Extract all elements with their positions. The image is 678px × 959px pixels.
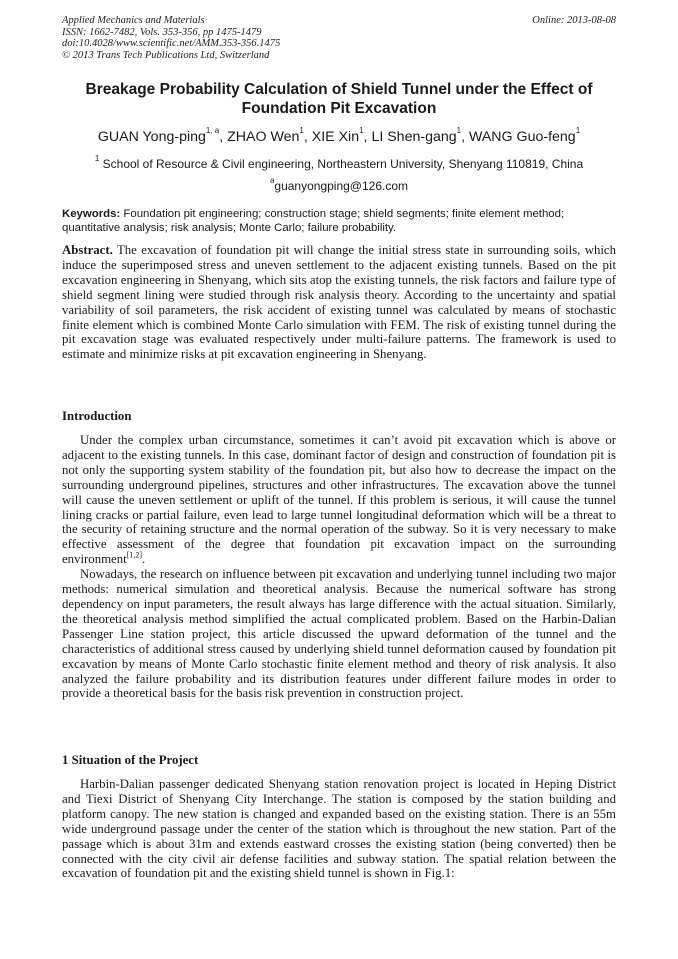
keywords-text: Foundation pit engineering; construction stage; shield segments; finite element method; quantitative analysis; risk analysis; Monte Carlo; failure probability. <box>62 208 565 235</box>
abstract-text: The excavation of foundation pit will change the initial stress state in surrounding soils, which induce the superimposed stress and uneven settlement to the adjacent existing tunnels. Based on the pit excavation engineering in Shenyang, which sits atop the existing tunnels, the risk factors and failure type of shield segment lining were studied through risk analysis theory. According to the uncertainty and spatial variability of soil parameters, the risk accident of existing tunnel was calculated by means of stochastic finite element which is combined Monte Carlo simulation with FEM. The risk of existing tunnel during the pit excavation stage was evaluated respectively under multi-failure patterns. The framework is used to estimate and minimize risks at pit excavation engineering in Shenyang. <box>62 243 617 362</box>
paper-title: Breakage Probability Calculation of Shield Tunnel under the Effect of Foundation Pit Excavation <box>85 81 593 117</box>
affiliation-text: School of Resource & Civil engineering, Northeastern University, Shenyang 110819, China <box>102 157 584 171</box>
author-sup: 1 <box>456 126 462 136</box>
intro-p1-text: Under the complex urban circumstance, sometimes it can’t avoid pit excavation which is above or adjacent to the existing tunnels. In this case, dominant factor of design and construction of foundation pit is not only the supporting system stability of the foundation pit, but also how to decrease the impact on the surrounding underground pipelines, structures and other infrastructures. The excavation above the tunnel will cause the uneven settlement or uplift of the tunnel. If this problem is serious, it will cause the tunnel lining cracks or partial failure, even lead to large tunnel longitudinal deformation which will be a threat to the security of retaining structure and the normal operation of the subway. So it is very necessary to make effective assessment of the degree that foundation pit excavation impact on the surrounding environment <box>62 433 616 567</box>
intro-p1-end: . <box>142 552 146 567</box>
introduction-paragraph-1 <box>62 433 616 567</box>
author-name: WANG Guo-feng <box>468 129 576 145</box>
section-1-paragraph-1: Harbin-Dalian passenger dedicated Shenyang station renovation project is located in Heping District and Tiexi District of Shenyang City Interchange. The station is composed by the station building and platform canopy. The new station is changed and expanded based on the existing station. There is an 55m wide underground passage under the center of the station which is throughout the new station. Part of the passage which is about 31m and extends eastward crosses the existing station (being converted) then be connected with the city civil air defense facilities and subway station. The spatial relation between the excavation of foundation pit and the existing shield tunnel is shown in Fig.1: <box>62 777 616 881</box>
author-sup: 1 <box>575 126 581 136</box>
abstract-label: Abstract. <box>62 243 113 257</box>
citation-ref[interactable]: [1,2] <box>126 550 143 560</box>
author-name: XIE Xin <box>311 129 360 145</box>
keywords-label: Keywords: <box>62 208 121 220</box>
abstract <box>62 243 616 362</box>
copyright-line: © 2013 Trans Tech Publications Ltd, Switzerland <box>62 49 270 61</box>
author-sup: 1, a <box>205 126 220 136</box>
doi-line[interactable]: doi:10.4028/www.scientific.net/AMM.353-356.1475 <box>62 38 281 50</box>
author-sup: 1 <box>299 126 304 136</box>
affiliation-sup: 1 <box>94 154 100 163</box>
affiliation <box>62 154 616 172</box>
introduction-paragraph-2: Nowadays, the research on influence between pit excavation and underlying tunnel including two major methods: numerical simulation and theoretical analysis. Because the numerical software has strong dependency on input parameters, the result always has large difference with the actual situation. Similarly, the theoretical analysis method simplified the actual complicated problem. Based on the Harbin-Dalian Passenger Line station project, this article discussed the upward deformation of the tunnel and the characteristics of additional stress caused by underlying shield tunnel deformation caused by foundation pit excavation by means of Monte Carlo stochastic finite element method and theory of risk analysis. It also analyzed the failure probability and its distribution features under different failure modes in order to provide a theoretical basis for the basis risk prevention in construction project. <box>62 567 616 701</box>
email-sup: a <box>269 176 275 185</box>
online-date: Online: 2013-08-08 <box>532 15 616 26</box>
author-name: ZHAO Wen <box>227 129 300 145</box>
section-1-body <box>62 777 616 881</box>
journal-header <box>62 15 616 61</box>
keywords <box>62 207 616 236</box>
journal-name: Applied Mechanics and Materials <box>62 15 205 26</box>
introduction-heading: Introduction <box>62 409 132 423</box>
author-name: LI Shen-gang <box>371 129 457 145</box>
section-1-heading: 1 Situation of the Project <box>62 753 199 767</box>
author-email <box>62 176 616 194</box>
author-name: GUAN Yong-ping <box>97 129 206 145</box>
author-sup: 1 <box>359 126 364 136</box>
issn-line: ISSN: 1662-7482, Vols. 353-356, pp 1475-1479 <box>62 26 262 38</box>
author-list: GUAN Yong-ping$^{1, a}$, ZHAO Wen$^1$, XIE Xin$^1$, LI Shen-gang$^1$, WANG Guo-feng$^1$ <box>97 126 581 145</box>
introduction-body <box>62 433 616 701</box>
email-text[interactable]: guanyongping@126.com <box>274 179 409 193</box>
